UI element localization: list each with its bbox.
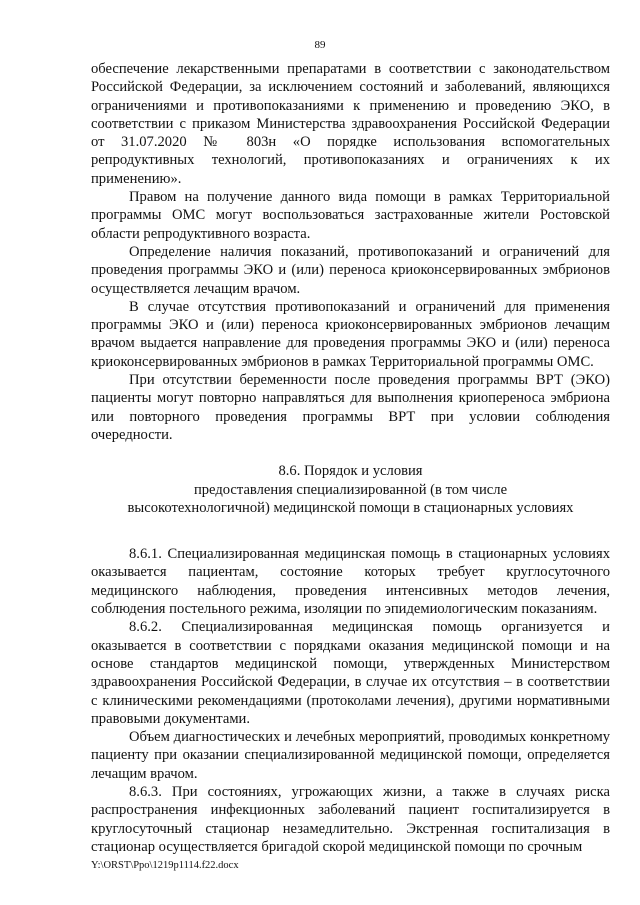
paragraph: В случае отсутствия противопоказаний и ограничений для применения программы ЭКО и (или) переноса криоконсервированных эмбрионов лечащим врачом выдается направление для проведения программы ЭКО и (или) переноса криоконсервированных эмбрионов в рамках Территориальной программы ОМС. xyxy=(91,298,610,370)
section-heading-line: высокотехнологичной) медицинской помощи в стационарных условиях xyxy=(127,499,574,516)
paragraph-8-6-2: 8.6.2. Специализированная медицинская помощь организуется и оказывается в соответствии с порядками оказания медицинской помощи и на основе стандартов медицинской помощи, утвержденных Министерством здравоохранения Российской Федерации, в случае их отсутствия – в соответствии с клиническими рекомендациями (протоколами лечения), другими нормативными правовыми документами. xyxy=(91,619,610,727)
paragraph: Правом на получение данного вида помощи в рамках Территориальной программы ОМС могут воспользоваться застрахованные жители Ростовской области репродуктивного возраста. xyxy=(91,189,610,242)
page-number: 89 xyxy=(314,39,326,51)
paragraph: Объем диагностических и лечебных мероприятий, проводимых конкретному пациенту при оказании специализированной медицинской помощи, определяется лечащим врачом. xyxy=(91,729,610,782)
footer-file-path: Y:\ORST\Ppo\1219p1114.f22.docx xyxy=(91,860,239,871)
section-heading xyxy=(91,462,610,517)
section-heading-line: предоставления специализированной (в том числе xyxy=(193,481,508,498)
paragraph: При отсутствии беременности после проведения программы ВРТ (ЭКО) пациенты могут повторно направляться для выполнения криопереноса эмбриона или повторного проведения программы ВРТ при условии соблюдения очередности. xyxy=(91,372,610,443)
paragraph-8-6-3: 8.6.3. При состояниях, угрожающих жизни, а также в случаях риска распространения инфекционных заболеваний пациент госпитализируется в круглосуточный стационар незамедлительно. Экстренная госпитализация в стационар осуществляется бригадой скорой медицинской помощи по срочным xyxy=(91,783,610,855)
document-body xyxy=(91,60,610,856)
paragraph: Определение наличия показаний, противопоказаний и ограничений для проведения программы ЭКО и (или) переноса криоконсервированных эмбрионов осуществляется лечащим врачом. xyxy=(91,243,610,297)
paragraph-continued: обеспечение лекарственными препаратами в соответствии с законодательством Российской Федерации, за исключением состояний и заболеваний, являющихся ограничениями и противопоказаниями к применению и проведению ЭКО, в соответствии с приказом Министерства здравоохранения Российской Федерации от 31.07.2020 № 803н «О порядке использования вспомогательных репродуктивных технологий, противопоказаниях и ограничениях к их применению». xyxy=(91,61,610,187)
paragraph-8-6-1: 8.6.1. Специализированная медицинская помощь в стационарных условиях оказывается пациентам, состояние которых требует круглосуточного медицинского наблюдения, проведения интенсивных методов лечения, соблюдения постельного режима, изоляции по эпидемиологическим показаниям. xyxy=(91,546,610,618)
section-heading-line: 8.6. Порядок и условия xyxy=(278,463,423,480)
